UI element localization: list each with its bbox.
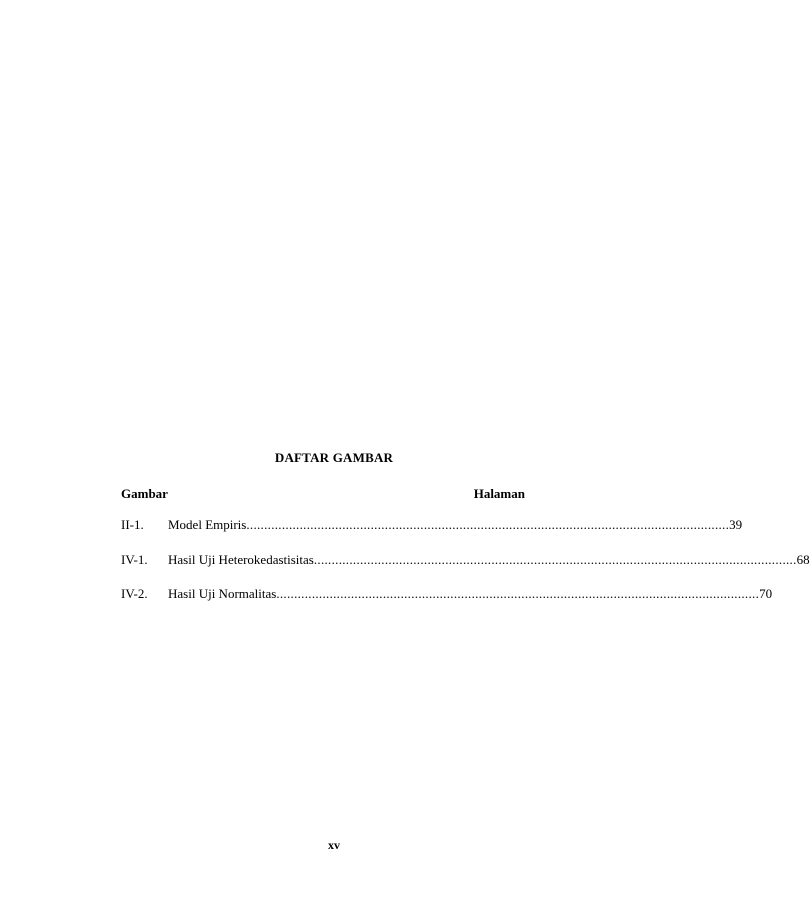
column-header-gambar: Gambar <box>121 486 168 501</box>
figure-page-number: 39 <box>729 517 743 532</box>
figure-title: Model Empiris <box>168 517 247 532</box>
figure-page-number: 70 <box>759 586 773 601</box>
page-title: DAFTAR GAMBAR <box>274 450 394 465</box>
dot-leader: ........................................................................................................................................ <box>313 552 797 567</box>
column-header-halaman: Halaman <box>473 486 525 501</box>
figure-list-item <box>121 586 773 602</box>
figure-entry-line <box>168 552 810 568</box>
figure-list-item <box>121 517 743 533</box>
figure-number: IV-1. <box>121 552 148 567</box>
figure-title: Hasil Uji Normalitas <box>168 586 277 601</box>
figure-number: IV-2. <box>121 586 148 601</box>
figure-entry-line <box>168 517 743 533</box>
figure-title: Hasil Uji Heterokedastisitas <box>168 552 314 567</box>
figure-page-number: 68 <box>796 552 810 567</box>
dot-leader: ........................................................................................................................................ <box>246 517 730 532</box>
dot-leader: ........................................................................................................................................ <box>276 586 760 601</box>
figure-entry-line <box>168 586 773 602</box>
figure-number: II-1. <box>121 517 144 532</box>
figure-list-item <box>121 552 810 568</box>
page-number-footer: xv <box>328 838 340 852</box>
